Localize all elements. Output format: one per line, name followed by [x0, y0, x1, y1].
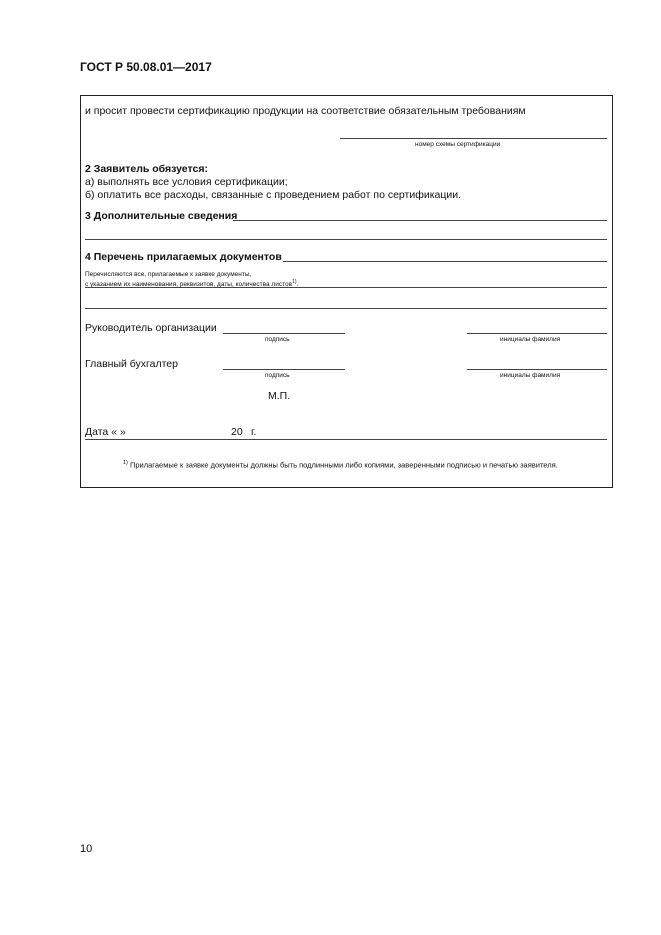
accountant-signature-line: [223, 369, 345, 370]
section4-fill-line-2: [85, 287, 607, 288]
date-year-prefix: 20: [231, 426, 243, 438]
footnote: [85, 458, 605, 471]
intro-line: и просит провести сертификацию продукции на соответствие обязательным требованиям: [85, 105, 526, 117]
seal-label: М.П.: [268, 390, 291, 402]
section4-title: 4 Перечень прилагаемых документов: [85, 251, 282, 263]
accountant-initials-line: [467, 369, 607, 370]
date-fill-line: [85, 439, 607, 440]
footnote-text: Прилагаемые к заявке документы должны быть подлинными либо копиями, заверенными подписью и печатью заявителя.: [129, 460, 558, 470]
section4-fill-line: [283, 261, 607, 262]
head-signature-caption: подпись: [265, 336, 290, 343]
section4-note-ref: 1): [292, 279, 297, 285]
head-initials-line: [467, 333, 607, 334]
section4-fill-line-3: [85, 308, 607, 309]
section4-note-text: с указанием их наименования, реквизитов, даты, количества листов: [85, 281, 293, 289]
section4-note-end: .: [296, 281, 299, 289]
section2-item-a: а) выполнять все условия сертификации;: [85, 176, 288, 188]
scheme-number-line: [340, 138, 607, 139]
application-form-frame: [80, 95, 613, 488]
section3-fill-line: [233, 220, 607, 221]
scheme-caption: номер схемы сертификации: [415, 141, 501, 148]
head-label: Руководитель организации: [85, 322, 217, 334]
section3-fill-line-2: [85, 239, 607, 240]
footnote-ref: 1): [123, 460, 128, 466]
head-signature-line: [223, 333, 345, 334]
accountant-label: Главный бухгалтер: [85, 358, 178, 370]
section3-title: 3 Дополнительные сведения: [85, 210, 238, 222]
section2-item-b: б) оплатить все расходы, связанные с проведением работ по сертификации.: [85, 189, 462, 201]
section4-note-line1: Перечисляются все, прилагаемые к заявке документы,: [85, 271, 252, 278]
accountant-initials-caption: инициалы фамилия: [500, 372, 561, 379]
accountant-signature-caption: подпись: [265, 372, 290, 379]
date-label: Дата « »: [85, 426, 126, 438]
section2-title: 2 Заявитель обязуется:: [85, 163, 208, 175]
head-initials-caption: инициалы фамилия: [500, 336, 561, 343]
document-code: ГОСТ Р 50.08.01—2017: [80, 60, 212, 74]
date-year-suffix: г.: [251, 426, 257, 438]
page-number: 10: [80, 843, 93, 855]
